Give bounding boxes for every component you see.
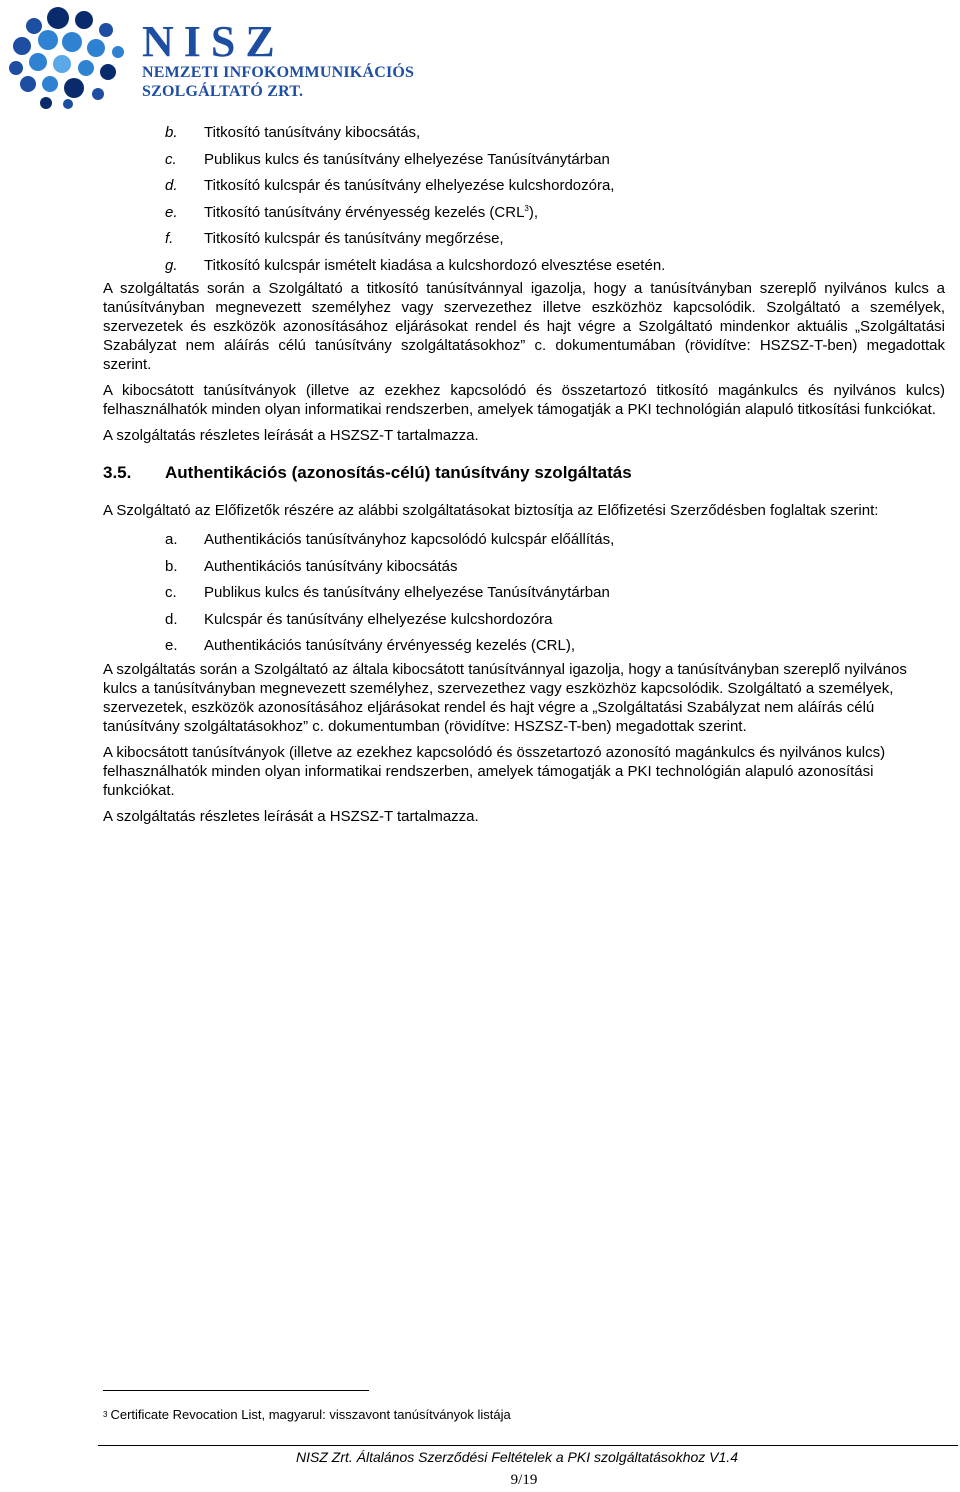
list-marker: g.	[165, 256, 178, 274]
footer-separator	[98, 1445, 958, 1446]
authentication-service-list	[103, 527, 945, 660]
list-item	[103, 226, 945, 253]
nisz-logo	[6, 4, 415, 112]
footnote	[103, 1407, 511, 1422]
logo-name: NISZ	[142, 17, 285, 66]
list-item-text: Publikus kulcs és tanúsítvány elhelyezése Tanúsítványtárban	[204, 150, 610, 168]
list-item-text: Titkosító kulcspár ismételt kiadása a kulcshordozó elvesztése esetén.	[204, 256, 666, 274]
list-item	[103, 200, 945, 227]
list-item-text: Authentikációs tanúsítványhoz kapcsolódó kulcspár előállítás,	[204, 531, 615, 548]
list-item-text: Authentikációs tanúsítvány érvényesség kezelés (CRL),	[204, 637, 576, 654]
nisz-logo-mark-icon	[6, 4, 136, 112]
list-marker: b.	[165, 557, 178, 575]
paragraph: A szolgáltatás során a Szolgáltató az általa kibocsátott tanúsítvánnyal igazolja, hogy a tanúsítványban szereplő nyilvános kulcs a tanúsítványban megnevezett személyhez, szervezethez vagy eszközhöz kapcsolódik. Szolgáltató a személyek, szervezetek, eszközök azonosításához eljárásokat rendel és hajt végre a „Szolgáltatási Szabályzat nem aláírás célú tanúsítvány szolgáltatásokhoz” c. dokumentumban (rövidítve: HSZSZ-T-ben) megadottak szerint.	[103, 660, 907, 735]
footer-text: NISZ Zrt. Általános Szerződési Feltételek a PKI szolgáltatásokhoz V1.4	[296, 1449, 738, 1465]
list-item-text: Authentikációs tanúsítvány kibocsátás	[204, 557, 458, 575]
paragraph: A szolgáltatás során a Szolgáltató a titkosító tanúsítvánnyal igazolja, hogy a tanúsítványban szereplő nyilvános kulcs a tanúsítványban megnevezett személyhez vagy szervezethez illetve eszközhöz kapcsolódik. Szolgáltató a személyek, szervezetek és eszközök azonosításához eljárásokat rendel és hajt végre a Szolgáltató mindenkor aktuális „Szolgáltatási Szabályzat nem aláírás célú tanúsítvány szolgáltatásokhoz” c. dokumentumában (rövidítve: HSZSZ-T-ben) megadottak szerint.	[103, 280, 945, 373]
list-item	[103, 527, 945, 554]
footnote-text: Certificate Revocation List, magyarul: visszavont tanúsítványok listája	[110, 1407, 511, 1422]
logo-subtitle-line1: NEMZETI INFOKOMMUNIKÁCIÓS	[142, 64, 415, 81]
paragraph: A kibocsátott tanúsítványok (illetve az ezekhez kapcsolódó és összetartozó titkosító magánkulcs és nyilvános kulcs) felhasználhatók minden olyan informatikai rendszerben, amelyek támogatják a PKI technológián alapuló titkosítási funkciókat.	[103, 382, 945, 418]
list-item	[103, 633, 945, 660]
encryption-service-list	[103, 120, 945, 279]
paragraph: A kibocsátott tanúsítványok (illetve az ezekhez kapcsolódó és összetartozó azonosító magánkulcs és nyilvános kulcs) felhasználhatók minden olyan informatikai rendszerben, amelyek támogatják a PKI technológián alapuló azonosítási funkciókat.	[103, 743, 886, 799]
page-number: 9/19	[510, 1472, 538, 1488]
list-item-text: Titkosító kulcspár és tanúsítvány megőrzése,	[204, 230, 504, 247]
logo-subtitle-line2: SZOLGÁLTATÓ ZRT.	[142, 83, 304, 100]
footnote-separator	[103, 1390, 369, 1391]
list-item	[103, 120, 945, 147]
list-item-text: Titkosító tanúsítvány érvényesség kezelés (CRL	[204, 203, 525, 221]
document-body	[103, 120, 945, 833]
list-item	[103, 580, 945, 607]
section-number: 3.5.	[103, 463, 132, 482]
list-item	[103, 147, 945, 174]
footnote-reference[interactable]: 3	[524, 203, 529, 213]
list-marker: f.	[165, 230, 174, 247]
list-item-text: Kulcspár és tanúsítvány elhelyezése kulcshordozóra	[204, 610, 553, 628]
paragraph: A szolgáltatás részletes leírását a HSZSZ-T tartalmazza.	[103, 807, 479, 825]
list-marker: b.	[165, 124, 178, 141]
list-marker: c.	[165, 150, 177, 168]
paragraph: A szolgáltatás részletes leírását a HSZSZ-T tartalmazza.	[103, 427, 479, 444]
list-item-text: Publikus kulcs és tanúsítvány elhelyezése Tanúsítványtárban	[204, 584, 610, 601]
list-item	[103, 607, 945, 634]
list-item	[103, 173, 945, 200]
list-marker: d.	[165, 610, 178, 628]
section-title: Authentikációs (azonosítás-célú) tanúsítvány szolgáltatás	[165, 463, 632, 482]
list-item-text: Titkosító tanúsítvány kibocsátás,	[204, 124, 421, 141]
list-item	[103, 253, 945, 280]
footnote-number: 3	[103, 1410, 108, 1419]
list-marker: e.	[165, 203, 178, 221]
list-marker: e.	[165, 637, 178, 654]
section-heading	[103, 462, 945, 484]
list-item-text: Titkosító kulcspár és tanúsítvány elhelyezése kulcshordozóra,	[204, 177, 615, 194]
paragraph: A Szolgáltató az Előfizetők részére az alábbi szolgáltatásokat biztosítja az Előfizetési Szerződésben foglaltak szerint:	[103, 502, 879, 519]
list-marker: c.	[165, 584, 177, 601]
list-marker: d.	[165, 177, 178, 194]
list-marker: a.	[165, 531, 178, 548]
list-item-text-end: ),	[528, 203, 539, 221]
list-item	[103, 554, 945, 581]
